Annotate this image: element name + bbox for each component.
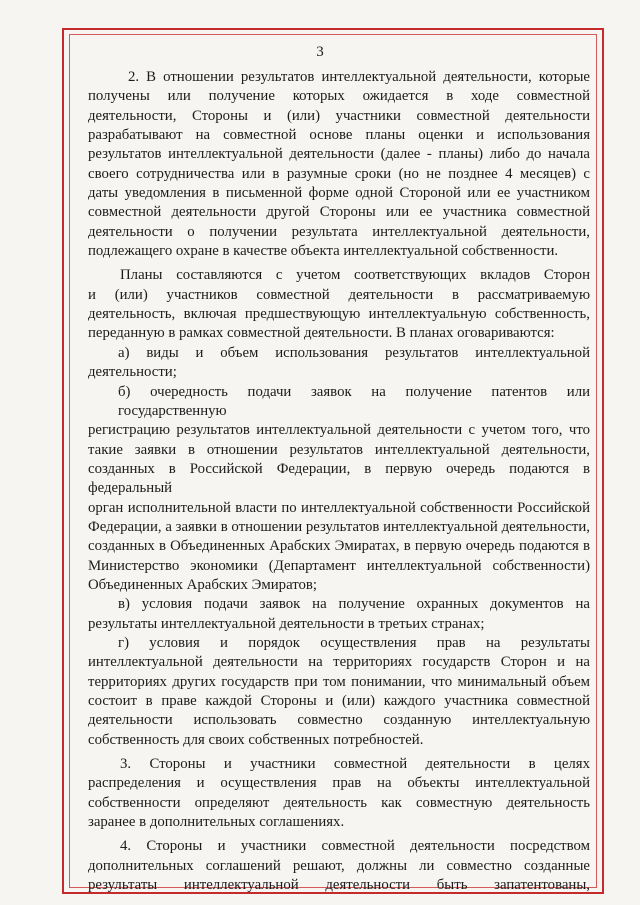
text-line: собственность для своих собственных потребностей. xyxy=(88,731,424,748)
text-line: переданную в рамках совместной деятельности. В планах оговариваются: xyxy=(88,325,555,342)
text-line: результаты интеллектуальной деятельности в третьих странах; xyxy=(88,615,485,632)
text-line: Объединенных Арабских Эмиратов; xyxy=(88,576,318,593)
text-line: и (или) участников совместной деятельности в рассматриваемую xyxy=(88,286,590,303)
text-line: деятельности, Стороны и (или) участники совместной деятельности xyxy=(88,107,590,124)
paragraph-2 xyxy=(88,68,590,261)
item-g xyxy=(88,634,590,750)
text-line: подлежащего охране в качестве объекта интеллектуальной собственности. xyxy=(88,243,559,260)
text-line: распределения и осуществления прав на объекты интеллектуальной xyxy=(88,775,590,792)
text-line: Министерство экономики (Департамент интеллектуальной собственности) xyxy=(88,557,590,574)
text-line: интеллектуальной деятельности на территориях государств Сторон и на xyxy=(88,654,590,671)
text-line: 2. В отношении результатов интеллектуальной деятельности, которые xyxy=(128,69,590,85)
text-line: заранее в дополнительных соглашениях. xyxy=(88,814,345,831)
text-line: созданных в Объединенных Арабских Эмиратах, в первую очередь подаются в xyxy=(88,538,590,555)
text-line: созданных в Российской Федерации, в первую очередь подаются в федеральный xyxy=(88,460,590,497)
text-line: собственности определяют деятельность как совместную деятельность xyxy=(88,794,590,811)
text-line: деятельности использовать совместно созданную интеллектуальную xyxy=(88,712,590,729)
text-line: получены или получение которых ожидается в ходе совместной xyxy=(88,88,590,105)
text-line: в) условия подачи заявок на получение охранных документов на xyxy=(118,596,590,613)
text-line: результаты интеллектуальной деятельности быть запатентованы, xyxy=(88,877,590,894)
text-line: а) виды и объем использования результатов интеллектуальной xyxy=(118,344,590,361)
text-line: такие заявки в отношении результатов интеллектуальной деятельности, xyxy=(88,441,590,458)
text-line: дополнительных соглашений решают, должны ли совместно созданные xyxy=(88,857,590,874)
paragraph-4 xyxy=(88,837,590,895)
page-number: 3 xyxy=(316,44,324,60)
item-b xyxy=(88,383,590,596)
document-body xyxy=(88,68,590,895)
text-line: даты уведомления в письменной форме одной Стороной или ее участником xyxy=(88,185,590,202)
item-v xyxy=(88,595,590,634)
text-line: Федерации, а заявки в отношении результатов интеллектуальной деятельности, xyxy=(88,518,590,535)
text-line: деятельность, включая предшествующую интеллектуальную собственность, xyxy=(88,306,590,323)
text-line: б) очередность подачи заявок на получение патентов или государственную xyxy=(118,383,590,419)
paragraph-3 xyxy=(88,755,590,832)
text-line: совместной деятельности другой Стороны или ее участника совместной xyxy=(88,204,590,221)
text-line: Планы составляются с учетом соответствующих вкладов Сторон xyxy=(120,267,590,284)
text-line: регистрацию результатов интеллектуальной деятельности с учетом того, что xyxy=(88,422,590,439)
item-a xyxy=(88,344,590,383)
text-line: территориях других государств при том понимании, что минимальный объем xyxy=(88,673,590,690)
text-line: своего сотрудничества или в разумные сроки (но не позднее 4 месяцев) с xyxy=(88,165,590,182)
text-line: разрабатывают на совместной основе планы оценки и использования xyxy=(88,127,590,144)
text-line: деятельности о получении результата интеллектуальной деятельности, xyxy=(88,223,590,240)
text-line: г) условия и порядок осуществления прав на результаты xyxy=(118,634,590,651)
text-line: 4. Стороны и участники совместной деятельности посредством xyxy=(120,838,590,855)
paragraph-plans xyxy=(88,266,590,343)
text-line: результатов интеллектуальной деятельности (далее - планы) либо до начала xyxy=(88,146,590,163)
text-line: состоит в праве каждой Стороны и (или) каждого участника совместной xyxy=(88,693,590,709)
text-line: орган исполнительной власти по интеллектуальной собственности Российской xyxy=(88,499,590,516)
text-line: 3. Стороны и участники совместной деятельности в целях xyxy=(120,756,590,773)
text-line: деятельности; xyxy=(88,364,177,381)
